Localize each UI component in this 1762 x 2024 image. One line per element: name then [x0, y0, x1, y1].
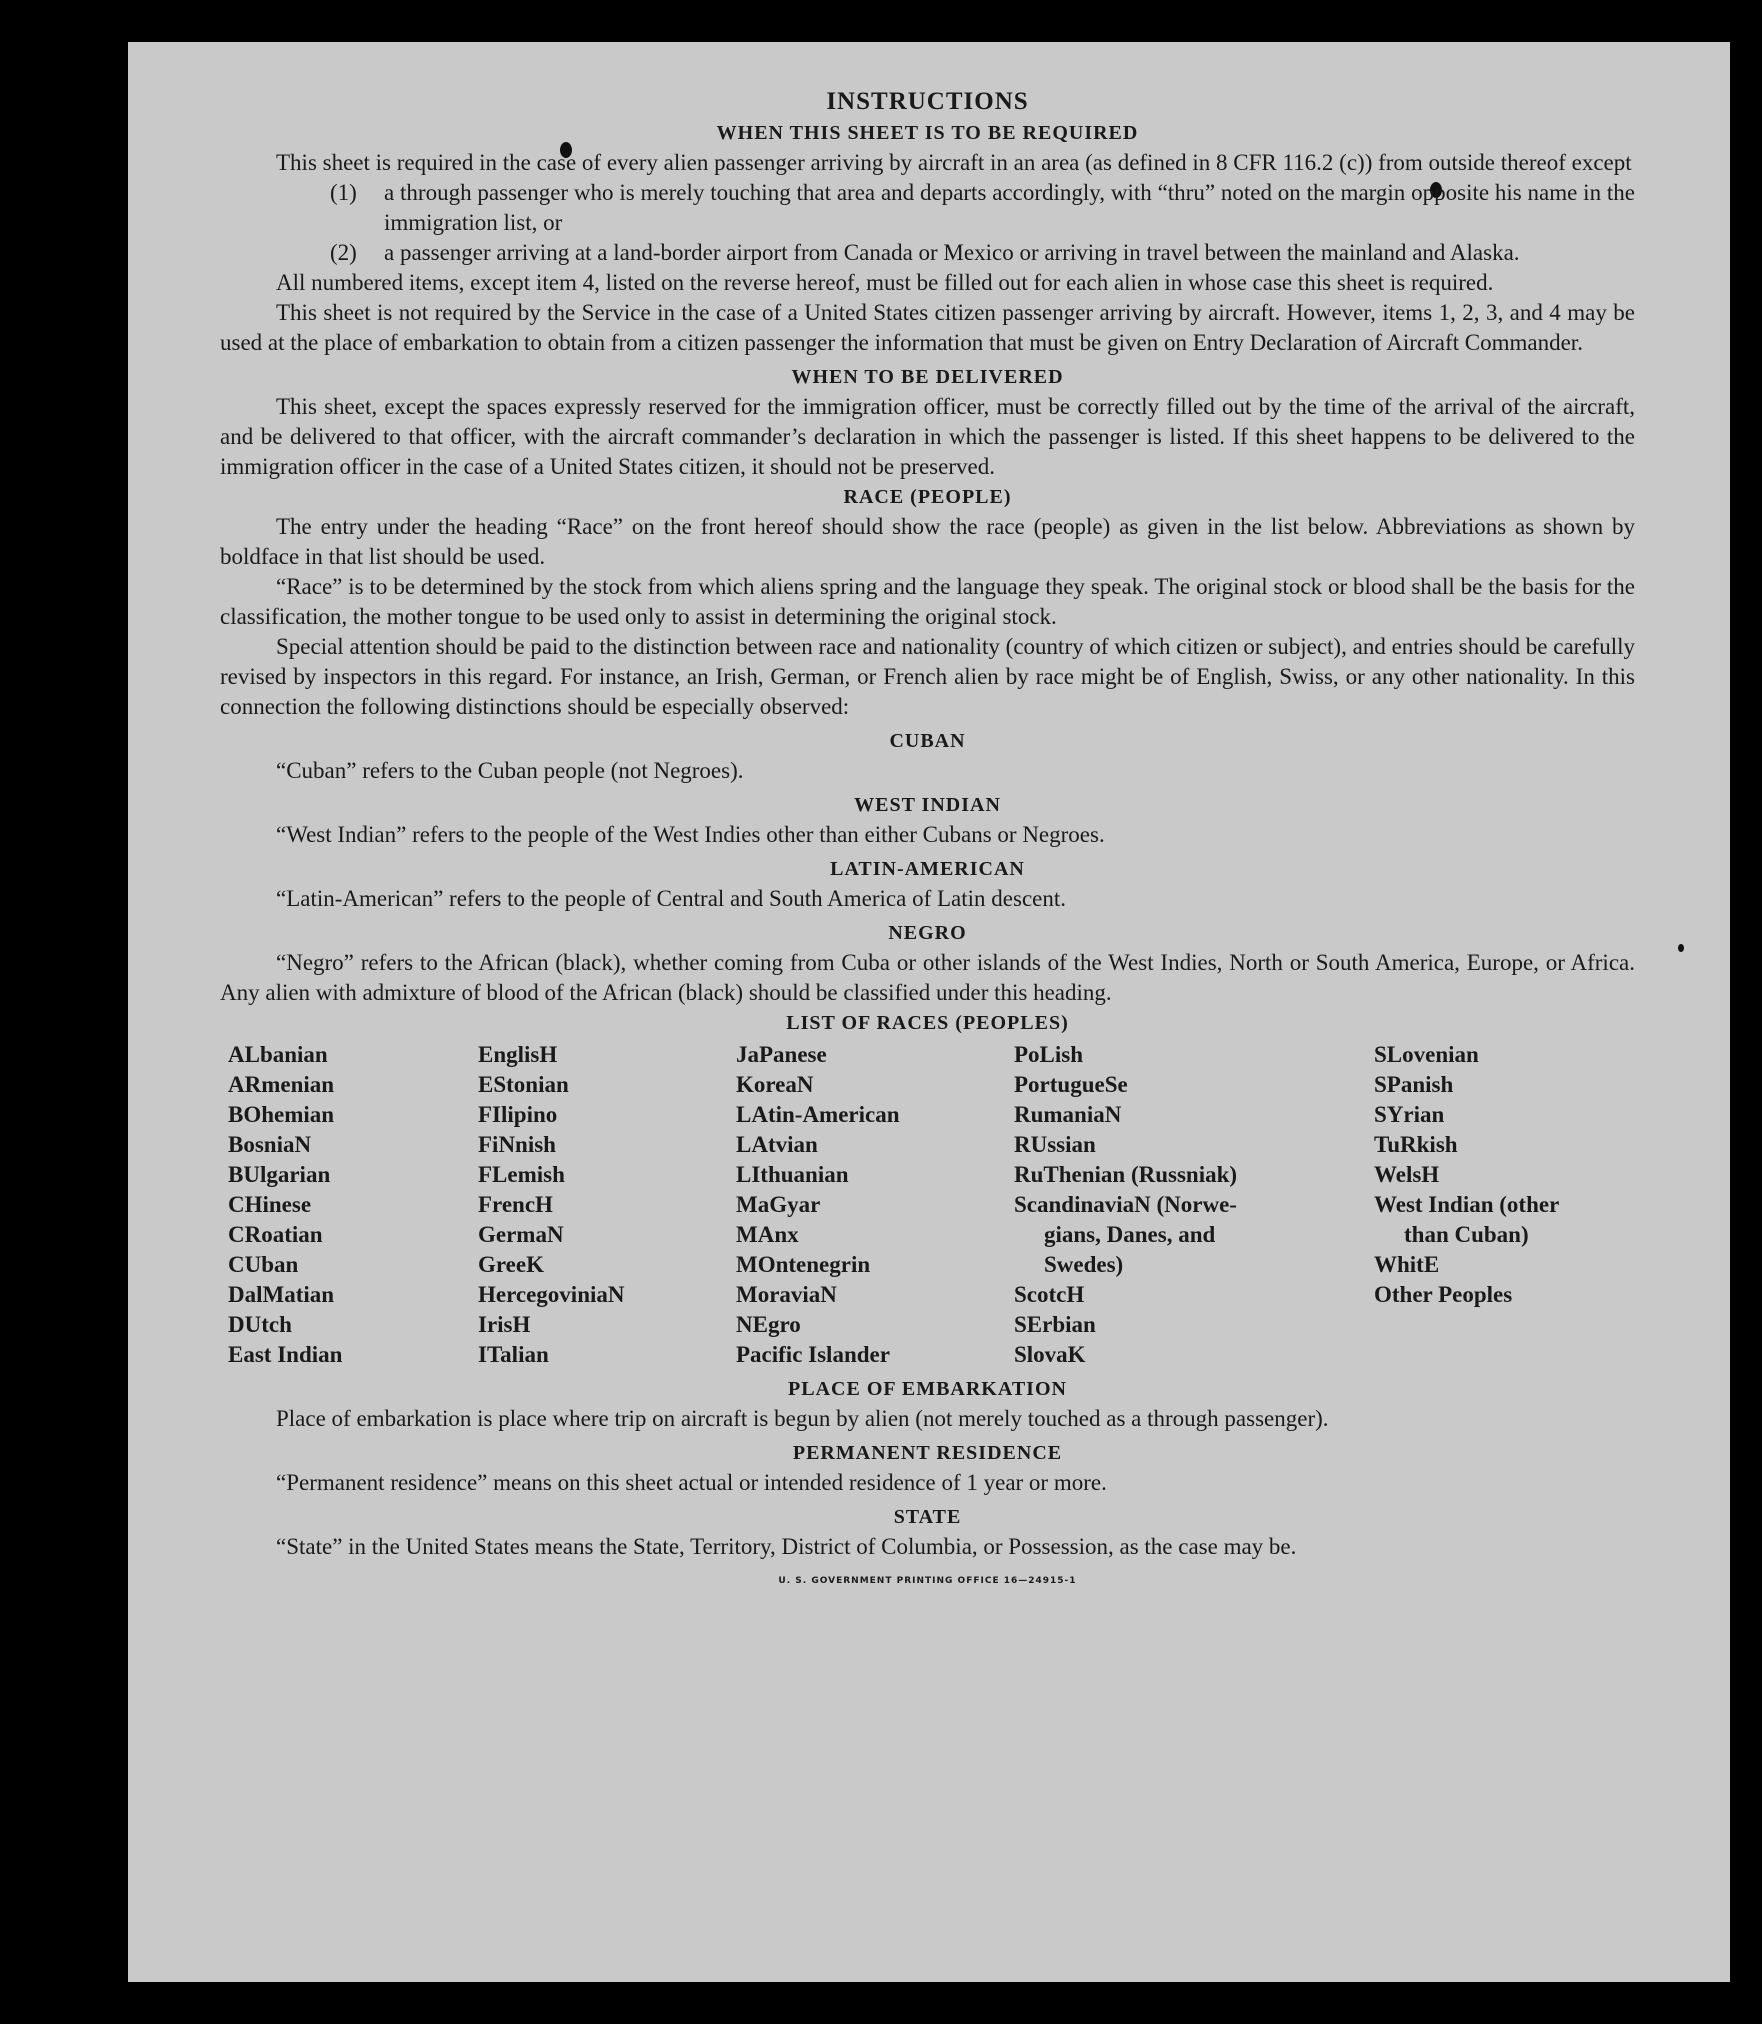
race-entry: SLovenian: [1374, 1042, 1479, 1067]
race-entry: EStonian: [478, 1072, 569, 1097]
item-number: (1): [330, 180, 357, 205]
paragraph: The entry under the heading “Race” on the front hereof should show the race (people) as given in the list below. Abbreviations as shown by boldface in that list should be used.: [220, 514, 1635, 569]
paragraph: Place of embarkation is place where trip on aircraft is begun by alien (not merely touched as a through passenger).: [276, 1406, 1329, 1431]
race-entry: HercegoviniaN: [478, 1282, 625, 1307]
race-entry: RuThenian (Russniak): [1014, 1162, 1238, 1187]
race-entry: BOhemian: [228, 1102, 335, 1127]
race-entry: RumaniaN: [1014, 1102, 1122, 1127]
paragraph: “West Indian” refers to the people of the West Indies other than either Cubans or Negroes.: [276, 822, 1105, 847]
race-entry: CRoatian: [228, 1222, 323, 1247]
paragraph: Special attention should be paid to the distinction between race and nationality (country of which citizen or subject), and entries should be carefully revised by inspectors in this regard. For instance, an Irish, German, or French alien by race might be of English, Swiss, or any other nationality. In this connection the following distinctions should be especially observed:: [220, 634, 1635, 719]
race-entry: MaGyar: [736, 1192, 821, 1217]
race-column: [478, 1040, 736, 1370]
race-entry: Swedes): [1044, 1252, 1124, 1277]
race-entry: PoLish: [1014, 1042, 1084, 1067]
page-body: [220, 42, 1635, 1586]
race-entry: East Indian: [228, 1342, 343, 1367]
race-entry: KoreaN: [736, 1072, 814, 1097]
paragraph: “Permanent residence” means on this sheet actual or intended residence of 1 year or more.: [276, 1470, 1107, 1495]
race-entry: JaPanese: [736, 1042, 827, 1067]
section-heading: RACE (PEOPLE): [843, 486, 1012, 508]
section-heading: LIST OF RACES (PEOPLES): [786, 1012, 1069, 1034]
race-entry: RUssian: [1014, 1132, 1096, 1157]
paragraph: “Cuban” refers to the Cuban people (not Negroes).: [276, 758, 744, 783]
item-text: a through passenger who is merely touching that area and departs accordingly, with “thru” noted on the margin opposite his name in the immigration list, or: [384, 180, 1635, 235]
race-entry: NEgro: [736, 1312, 801, 1337]
paragraph: “Latin-American” refers to the people of Central and South America of Latin descent.: [276, 886, 1066, 911]
list-item: [220, 238, 1635, 268]
paragraph: All numbered items, except item 4, listed on the reverse hereof, must be filled out for each alien in whose case this sheet is required.: [276, 270, 1494, 295]
race-entry: WhitE: [1374, 1252, 1440, 1277]
race-entry: FiNnish: [478, 1132, 556, 1157]
race-entry: PortugueSe: [1014, 1072, 1128, 1097]
race-column: [1014, 1040, 1374, 1370]
race-entry: SYrian: [1374, 1102, 1445, 1127]
section-heading: LATIN-AMERICAN: [830, 858, 1025, 880]
section-heading: NEGRO: [888, 922, 967, 944]
race-entry: BosniaN: [228, 1132, 312, 1157]
race-entry: LAtvian: [736, 1132, 818, 1157]
race-entry: ITalian: [478, 1342, 549, 1367]
race-entry: DalMatian: [228, 1282, 335, 1307]
list-item: [220, 178, 1635, 238]
race-entry: SPanish: [1374, 1072, 1454, 1097]
paragraph: “Negro” refers to the African (black), whether coming from Cuba or other islands of the West Indies, North or South America, Europe, or Africa. Any alien with admixture of blood of the African (black) should be classified under this heading.: [220, 950, 1635, 1005]
race-entry: MoraviaN: [736, 1282, 837, 1307]
ink-spot: [1678, 944, 1684, 952]
paragraph: “Race” is to be determined by the stock from which aliens spring and the language they speak. The original stock or blood shall be the basis for the classification, the mother tongue to be used only to assist in determining the original stock.: [220, 574, 1635, 629]
paragraph: This sheet is required in the case of every alien passenger arriving by aircraft in an area (as defined in 8 CFR 116.2 (c)) from outside thereof except: [276, 150, 1632, 175]
section-heading: WHEN THIS SHEET IS TO BE REQUIRED: [716, 122, 1139, 144]
race-entry: IrisH: [478, 1312, 531, 1337]
race-entry: than Cuban): [1404, 1222, 1529, 1247]
race-entry: LAtin-American: [736, 1102, 900, 1127]
race-entry: MAnx: [736, 1222, 799, 1247]
document-page: [128, 42, 1730, 1982]
race-entry: ALbanian: [228, 1042, 328, 1067]
section-heading: PERMANENT RESIDENCE: [792, 1442, 1063, 1464]
race-column: [736, 1040, 1014, 1370]
section-heading: CUBAN: [889, 730, 966, 752]
printer-imprint: U. S. GOVERNMENT PRINTING OFFICE 16—24915-1: [778, 1576, 1077, 1586]
race-entry: LIthuanian: [736, 1162, 849, 1187]
race-entry: Other Peoples: [1374, 1282, 1513, 1307]
race-entry: CHinese: [228, 1192, 312, 1217]
paragraph: This sheet is not required by the Service in the case of a United States citizen passenger arriving by aircraft. However, items 1, 2, 3, and 4 may be used at the place of embarkation to obtain from a citizen passenger the information that must be given on Entry Declaration of Aircraft Commander.: [220, 300, 1635, 355]
item-number: (2): [330, 240, 357, 265]
page-title: INSTRUCTIONS: [826, 88, 1029, 115]
race-entry: ScotcH: [1014, 1282, 1085, 1307]
race-entry: CUban: [228, 1252, 299, 1277]
race-entry: FrencH: [478, 1192, 553, 1217]
race-list: [228, 1040, 1635, 1370]
race-entry: West Indian (other: [1374, 1192, 1560, 1217]
section-heading: WHEN TO BE DELIVERED: [791, 366, 1064, 388]
paragraph: “State” in the United States means the State, Territory, District of Columbia, or Possession, as the case may be.: [276, 1534, 1297, 1559]
race-entry: BUlgarian: [228, 1162, 331, 1187]
race-entry: WelsH: [1374, 1162, 1440, 1187]
race-entry: ScandinaviaN (Norwe-: [1014, 1192, 1237, 1217]
race-column: [228, 1040, 478, 1370]
race-entry: SlovaK: [1014, 1342, 1086, 1367]
race-entry: MOntenegrin: [736, 1252, 871, 1277]
race-entry: gians, Danes, and: [1044, 1222, 1216, 1247]
race-entry: EnglisH: [478, 1042, 558, 1067]
paragraph: This sheet, except the spaces expressly reserved for the immigration officer, must be correctly filled out by the time of the arrival of the aircraft, and be delivered to that officer, with the aircraft commander’s declaration in which the passenger is listed. If this sheet happens to be delivered to the immigration officer in the case of a United States citizen, it should not be preserved.: [220, 394, 1635, 479]
race-entry: GermaN: [478, 1222, 564, 1247]
race-entry: FLemish: [478, 1162, 565, 1187]
race-entry: TuRkish: [1374, 1132, 1458, 1157]
race-entry: Pacific Islander: [736, 1342, 890, 1367]
race-entry: ARmenian: [228, 1072, 335, 1097]
race-column: [1374, 1040, 1634, 1370]
section-heading: STATE: [893, 1506, 962, 1528]
race-entry: DUtch: [228, 1312, 292, 1337]
section-heading: PLACE OF EMBARKATION: [788, 1378, 1067, 1400]
race-entry: GreeK: [478, 1252, 544, 1277]
section-heading: WEST INDIAN: [854, 794, 1001, 816]
race-entry: FIlipino: [478, 1102, 558, 1127]
item-text: a passenger arriving at a land-border airport from Canada or Mexico or arriving in travel between the mainland and Alaska.: [384, 240, 1520, 265]
race-entry: SErbian: [1014, 1312, 1096, 1337]
